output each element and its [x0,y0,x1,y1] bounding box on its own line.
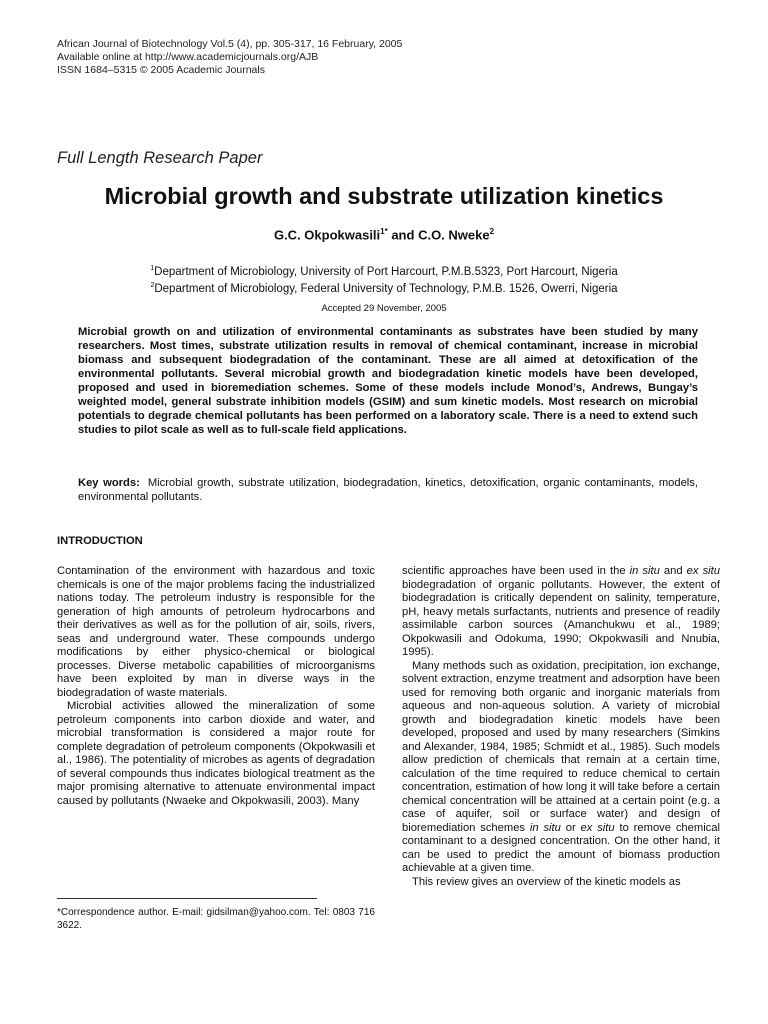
affiliation-2-sup: 2 [150,282,155,290]
text-run: or [560,821,581,834]
author-1-sup: 1* [380,227,388,236]
text-run: scientific approaches have been used in the [402,565,630,577]
paper-type: Full Length Research Paper [57,149,263,167]
text-run: biodegradation of organic pollutants. However, the extent of biodegradation is critically dependent on salinity, temperature, pH, heavy metals surfactants, nutrients and presence of readily assimilable carbon sources (Amanchukwu et al., 1989; Okpokwasili and Odokuma, 1990; Okpokwasili and Nnubia, 1995). [402,578,720,658]
intro-paragraph-3 [402,565,720,660]
footnote-divider [57,898,317,899]
keywords-text: Microbial growth, substrate utilization, biodegradation, kinetics, detoxification, organic contaminants, models, environmental pollutants. [78,477,698,503]
author-1: G.C. Okpokwasili [273,227,381,243]
affiliation-1-sup: 1 [150,265,155,272]
accepted-date: Accepted 29 November, 2005 [321,303,447,314]
text-run: and [659,565,687,577]
affiliation-1-text: Department of Microbiology, University of Port Harcourt, P.M.B.5323, Port Harcourt, Nigeria [154,265,618,278]
italic-term: in situ [529,821,561,834]
author-2: C.O. Nweke [418,227,490,243]
intro-paragraph-5: This review gives an overview of the kinetic models as [412,875,681,888]
journal-citation: African Journal of Biotechnology Vol.5 (4), pp. 305-317, 16 February, 2005 [57,38,403,50]
text-run: Many methods such as oxidation, precipitation, ion exchange, solvent extraction, enzyme treatment and adsorption have been used for removing both organic and inorganic materials from aqueous and non-aqueous solution. A variety of microbial growth and biodegradation kinetic models have been developed, proposed and used by many researchers (Simkins and Alexander, 1984, 1985; Schmidt et al., 1985). Such models allow prediction of chemicals that remain at a certain time, calculation of the time required to reduce chemical to certain concentration, estimation of how long it will take before a certain chemical concentration will be attained at a certain point (e.g. a case of aquifer, soil or surface water) and design of bioremediation schemes [402,659,720,834]
intro-paragraph-4 [402,660,720,876]
journal-header [57,38,402,77]
italic-term: in situ [629,565,660,577]
affiliation-1 [0,262,768,279]
authors [0,227,768,242]
correspondence-footnote: *Correspondence author. E-mail: gidsilman@yahoo.com. Tel: 0803 716 3622. [57,907,375,931]
author-conjunction: and [387,227,419,243]
text-run: to remove chemical contaminant to a designed concentration. On the other hand, it can be used to predict the amount of biomass production achievable at a given time. [402,821,720,874]
author-2-sup: 2 [489,227,495,236]
introduction-heading: INTRODUCTION [57,535,143,547]
affiliation-2-text: Department of Microbiology, Federal University of Technology, P.M.B. 1526, Owerri, Nigeria [154,283,618,296]
intro-paragraph-2: Microbial activities allowed the mineralization of some petroleum components into carbon dioxide and water, and microbial transformation is considered a major route for complete degradation of petroleum components (Okpokwasili et al., 1986). The potentiality of microbes as agents of degradation of several compounds thus indicates biological treatment as the major promising alternative to attenuate environmental impact caused by pollutants (Nwaeke and Okpokwasili, 2003). Many [57,700,375,807]
journal-issn: ISSN 1684–5315 © 2005 Academic Journals [57,64,265,76]
affiliation-2 [0,279,768,296]
italic-term: ex situ [686,565,720,577]
journal-url-line: Available online at http://www.academicjournals.org/AJB [57,51,319,63]
italic-term: ex situ [580,821,615,834]
keywords [78,476,698,504]
paper-title: Microbial growth and substrate utilization kinetics [104,183,664,209]
affiliations [0,262,768,297]
right-column [402,565,720,889]
left-column [57,565,375,808]
keywords-label: Key words: [78,477,140,489]
intro-paragraph-1: Contamination of the environment with hazardous and toxic chemicals is one of the major problems facing the industrialized nations today. The petroleum industry is responsible for the generation of high amounts of petroleum hydrocarbons and their derivatives as well as for the pollution of air, soils, rivers, seas and underground water. These compounds undergo modifications by either physico-chemical or biological processes. Diverse metabolic capabilities of microorganisms have been exploited by man in diverse ways in the biodegradation of waste materials. [57,565,375,699]
abstract: Microbial growth on and utilization of environmental contaminants as substrates have been studied by many researchers. Most times, substrate utilization results in removal of chemical contaminant, increase in microbial biomass and subsequent biodegradation of the contaminant. These are all aimed at detoxification of the environmental pollutants. Several microbial growth and biodegradation kinetic models have been developed, proposed and used in bioremediation schemes. Some of these models include Monod’s, Andrews, Bungay’s weighted model, general substrate inhibition models (GSIM) and sum kinetic models. Most research on microbial potentials to degrade chemical pollutants has been performed on a laboratory scale. There is a need to extend such studies to pilot scale as well as to full-scale field applications. [78,326,698,436]
